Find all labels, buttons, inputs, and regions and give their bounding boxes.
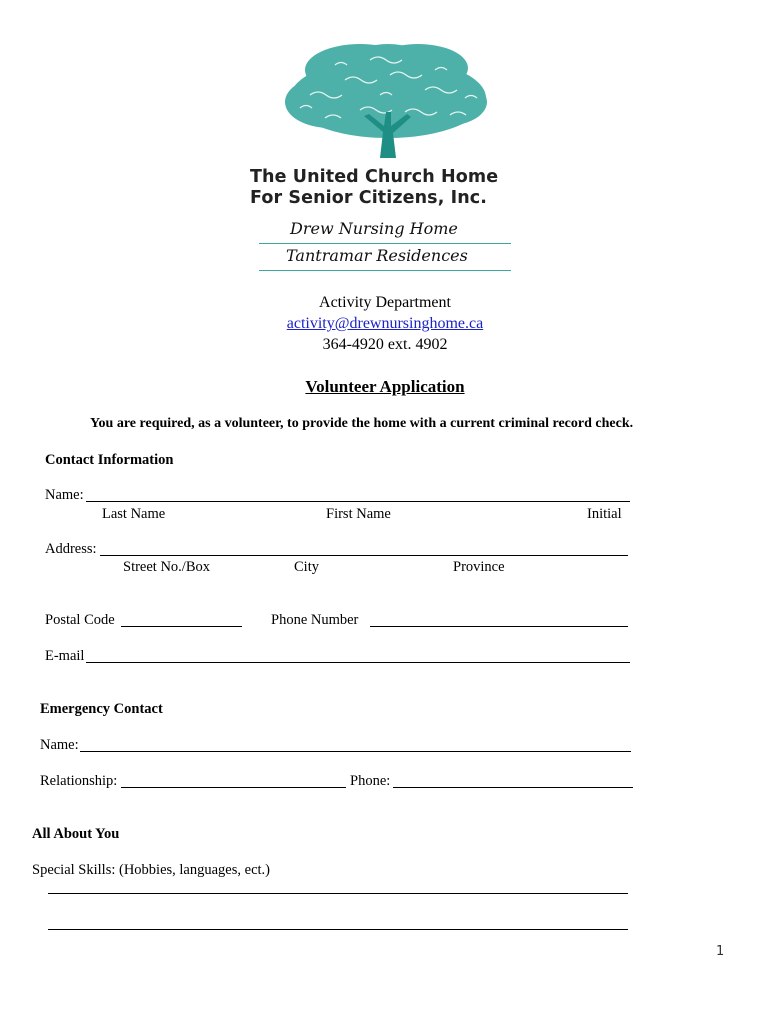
last-name-caption: Last Name xyxy=(102,506,166,522)
emergency-phone-field-line[interactable] xyxy=(393,787,633,788)
email-label: E-mail xyxy=(45,648,85,664)
emergency-name-label: Name: xyxy=(40,737,79,753)
relationship-label: Relationship: xyxy=(40,773,118,789)
phone-number-field-line[interactable] xyxy=(370,626,628,627)
city-caption: City xyxy=(294,559,319,575)
postal-code-field-line[interactable] xyxy=(121,626,242,627)
email-field-line[interactable] xyxy=(86,662,630,663)
about-heading: All About You xyxy=(32,826,120,842)
contact-heading: Contact Information xyxy=(45,452,174,468)
page-title: Volunteer Application xyxy=(305,377,465,396)
skills-field-line-1[interactable] xyxy=(48,893,628,894)
emergency-heading: Emergency Contact xyxy=(40,701,163,717)
criminal-check-notice: You are required, as a volunteer, to provide the home with a current criminal record check. xyxy=(90,416,634,431)
organization-logo xyxy=(250,40,525,280)
email-link[interactable]: activity@drewnursinghome.ca xyxy=(286,315,484,332)
org-name-line1: The United Church Home xyxy=(250,167,499,187)
address-field-line[interactable] xyxy=(100,555,628,556)
emergency-phone-label: Phone: xyxy=(350,773,391,789)
department-name: Activity Department xyxy=(319,294,451,311)
phone-number-label: Phone Number xyxy=(271,612,359,628)
address-label: Address: xyxy=(45,541,97,557)
skills-field-line-2[interactable] xyxy=(48,929,628,930)
emergency-name-field-line[interactable] xyxy=(80,751,631,752)
divider xyxy=(259,270,511,271)
divider xyxy=(259,243,511,244)
name-field-line[interactable] xyxy=(86,501,630,502)
org-name-line2: For Senior Citizens, Inc. xyxy=(250,188,488,208)
department-phone: 364-4920 ext. 4902 xyxy=(322,336,448,353)
relationship-field-line[interactable] xyxy=(121,787,346,788)
org-sub-drew: Drew Nursing Home xyxy=(290,219,458,238)
org-sub-tantramar: Tantramar Residences xyxy=(286,246,468,265)
postal-code-label: Postal Code xyxy=(45,612,115,628)
special-skills-label: Special Skills: (Hobbies, languages, ect.) xyxy=(32,862,270,878)
province-caption: Province xyxy=(453,559,505,575)
initial-caption: Initial xyxy=(587,506,622,522)
name-label: Name: xyxy=(45,487,84,503)
oak-tree-icon xyxy=(250,40,525,160)
page-number: 1 xyxy=(716,944,725,959)
first-name-caption: First Name xyxy=(326,506,391,522)
street-caption: Street No./Box xyxy=(123,559,210,575)
